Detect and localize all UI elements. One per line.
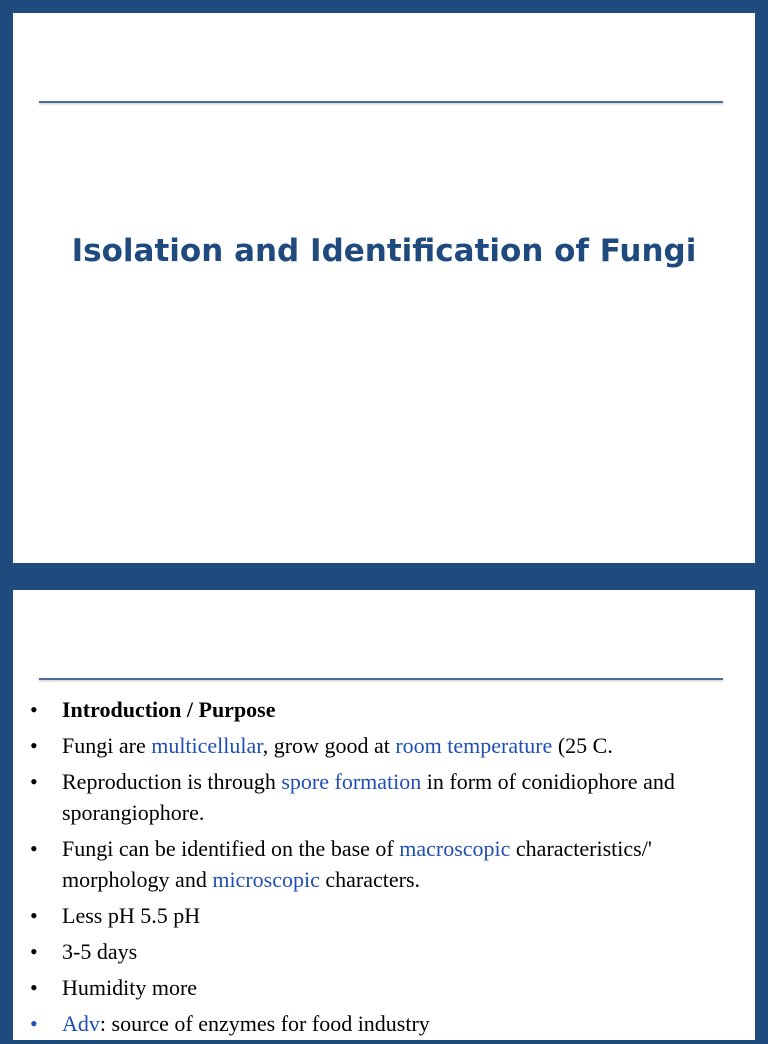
bullet-item <box>30 833 745 895</box>
bullet-dot: • <box>30 939 38 964</box>
bullet-text-segment: multicellular <box>151 733 263 758</box>
title-divider <box>39 101 723 103</box>
bullet-dot: • <box>30 1011 38 1036</box>
bullet-text-segment: : source of enzymes for food industry <box>99 1011 430 1036</box>
bullet-dot: • <box>30 903 38 928</box>
bullet-text-segment: Less pH 5.5 pH <box>62 903 201 928</box>
bullet-text-segment: characters. <box>319 867 421 892</box>
bullet-text-segment: 3-5 days <box>62 939 138 964</box>
bullet-text-segment: macroscopic <box>399 836 511 861</box>
slide-title: Isolation and Identification of Fungi <box>71 233 697 269</box>
bullet-list <box>30 694 745 1044</box>
bullet-item <box>30 766 745 828</box>
bullet-text-segment: characteristics/' morphology and <box>62 836 652 892</box>
content-slide <box>13 590 755 1040</box>
bullet-dot: • <box>30 836 38 861</box>
bullet-text-segment: Adv <box>62 1011 100 1036</box>
bullet-dot: • <box>30 769 38 794</box>
bullet-text-segment: in form of conidiophore and sporangiophore. <box>62 769 675 825</box>
bullet-text-segment: room temperature <box>395 733 553 758</box>
bullet-dot: • <box>30 975 38 1000</box>
title-slide <box>13 13 755 563</box>
bullet-dot: • <box>30 733 38 758</box>
bullet-text-segment: Introduction / Purpose <box>62 697 276 722</box>
bullet-item <box>30 694 745 725</box>
bullet-item <box>30 936 745 967</box>
bullet-text-segment: Humidity more <box>62 975 198 1000</box>
bullet-text-segment: Reproduction is through <box>62 769 282 794</box>
bullet-text-segment: Fungi are <box>62 733 152 758</box>
bullet-item <box>30 972 745 1003</box>
bullet-item <box>30 900 745 931</box>
bullet-text-segment: microscopic <box>212 867 320 892</box>
bullet-dot: • <box>30 697 38 722</box>
bullet-text-segment: (25 C. <box>552 733 613 758</box>
bullet-text-segment: Fungi can be identified on the base of <box>62 836 400 861</box>
bullet-text-segment: , grow good at <box>262 733 396 758</box>
content-divider <box>39 678 723 680</box>
bullet-item <box>30 730 745 761</box>
bullet-text-segment: spore formation <box>281 769 422 794</box>
